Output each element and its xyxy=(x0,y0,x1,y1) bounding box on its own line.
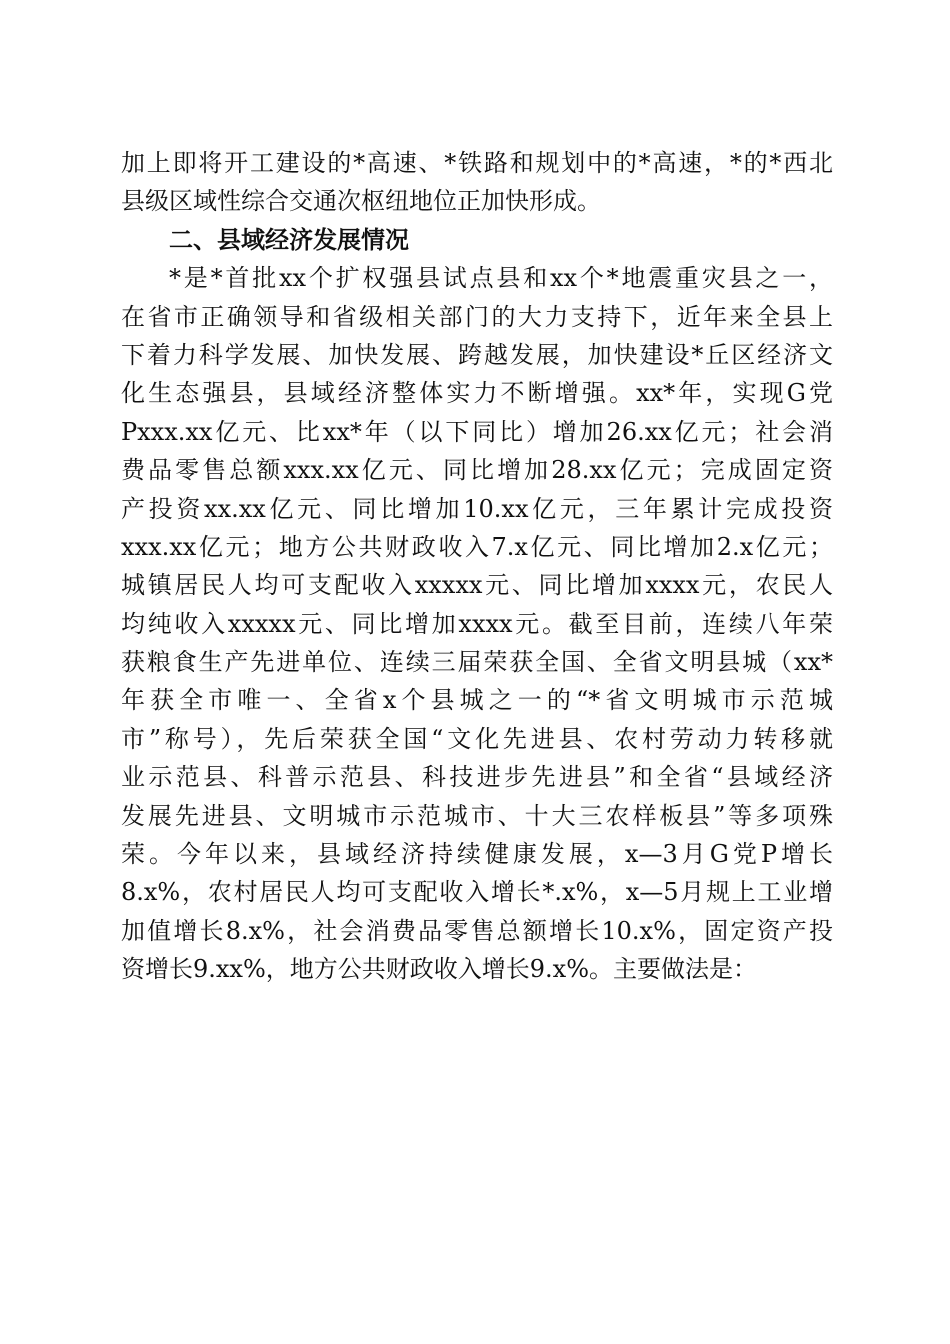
section-heading: 二、县域经济发展情况 xyxy=(169,225,409,254)
text-line: 年获全市唯一、全省x个县城之一的“*省文明城市示范城 xyxy=(121,686,833,715)
text-line: 城镇居民人均可支配收入xxxxx元、同比增加xxxx元，农民人 xyxy=(121,571,833,600)
paragraph-transport xyxy=(121,144,833,221)
text-line: 加上即将开工建设的*高速、*铁路和规划中的*高速，*的*西北 xyxy=(121,149,833,177)
text-line: 县级区域性综合交通次枢纽地位正加快形成。 xyxy=(121,187,601,216)
text-line: 资增长9.xx%，地方公共财政收入增长9.x%。主要做法是： xyxy=(121,955,758,984)
text-line: 在省市正确领导和省级相关部门的大力支持下，近年来全县上 xyxy=(121,302,833,331)
text-line: 获粮食生产先进单位、连续三届荣获全国、全省文明县城（xx* xyxy=(121,648,833,677)
text-line: 荣。今年以来，县域经济持续健康发展，x—3月G党P增长 xyxy=(121,840,833,869)
document-body xyxy=(121,144,833,989)
text-line: 均纯收入xxxxx元、同比增加xxxx元。截至目前，连续八年荣 xyxy=(121,609,833,638)
text-line: xxx.xx亿元；地方公共财政收入7.x亿元、同比增加2.x亿元； xyxy=(121,532,833,561)
text-line: 业示范县、科普示范县、科技进步先进县”和全省“县域经济 xyxy=(121,763,833,792)
text-line: 产投资xx.xx亿元、同比增加10.xx亿元，三年累计完成投资 xyxy=(121,494,833,523)
text-line: 8.x%，农村居民人均可支配收入增长*.x%，x—5月规上工业增 xyxy=(121,878,833,907)
text-line: Pxxx.xx亿元、比xx*年（以下同比）增加26.xx亿元；社会消 xyxy=(121,417,833,446)
paragraph-economy xyxy=(121,259,833,988)
text-line: 市”称号），先后荣获全国“文化先进县、农村劳动力转移就 xyxy=(121,724,833,753)
text-line: *是*首批xx个扩权强县试点县和xx个*地震重灾县之一， xyxy=(169,264,833,293)
text-line: 加值增长8.x%，社会消费品零售总额增长10.x%，固定资产投 xyxy=(121,916,833,945)
text-line: 化生态强县，县域经济整体实力不断增强。xx*年，实现G党 xyxy=(121,379,833,408)
text-line: 发展先进县、文明城市示范城市、十大三农样板县”等多项殊 xyxy=(121,801,833,830)
text-line: 下着力科学发展、加快发展、跨越发展，加快建设*丘区经济文 xyxy=(121,340,833,369)
text-line: 费品零售总额xxx.xx亿元、同比增加28.xx亿元；完成固定资 xyxy=(121,456,833,485)
